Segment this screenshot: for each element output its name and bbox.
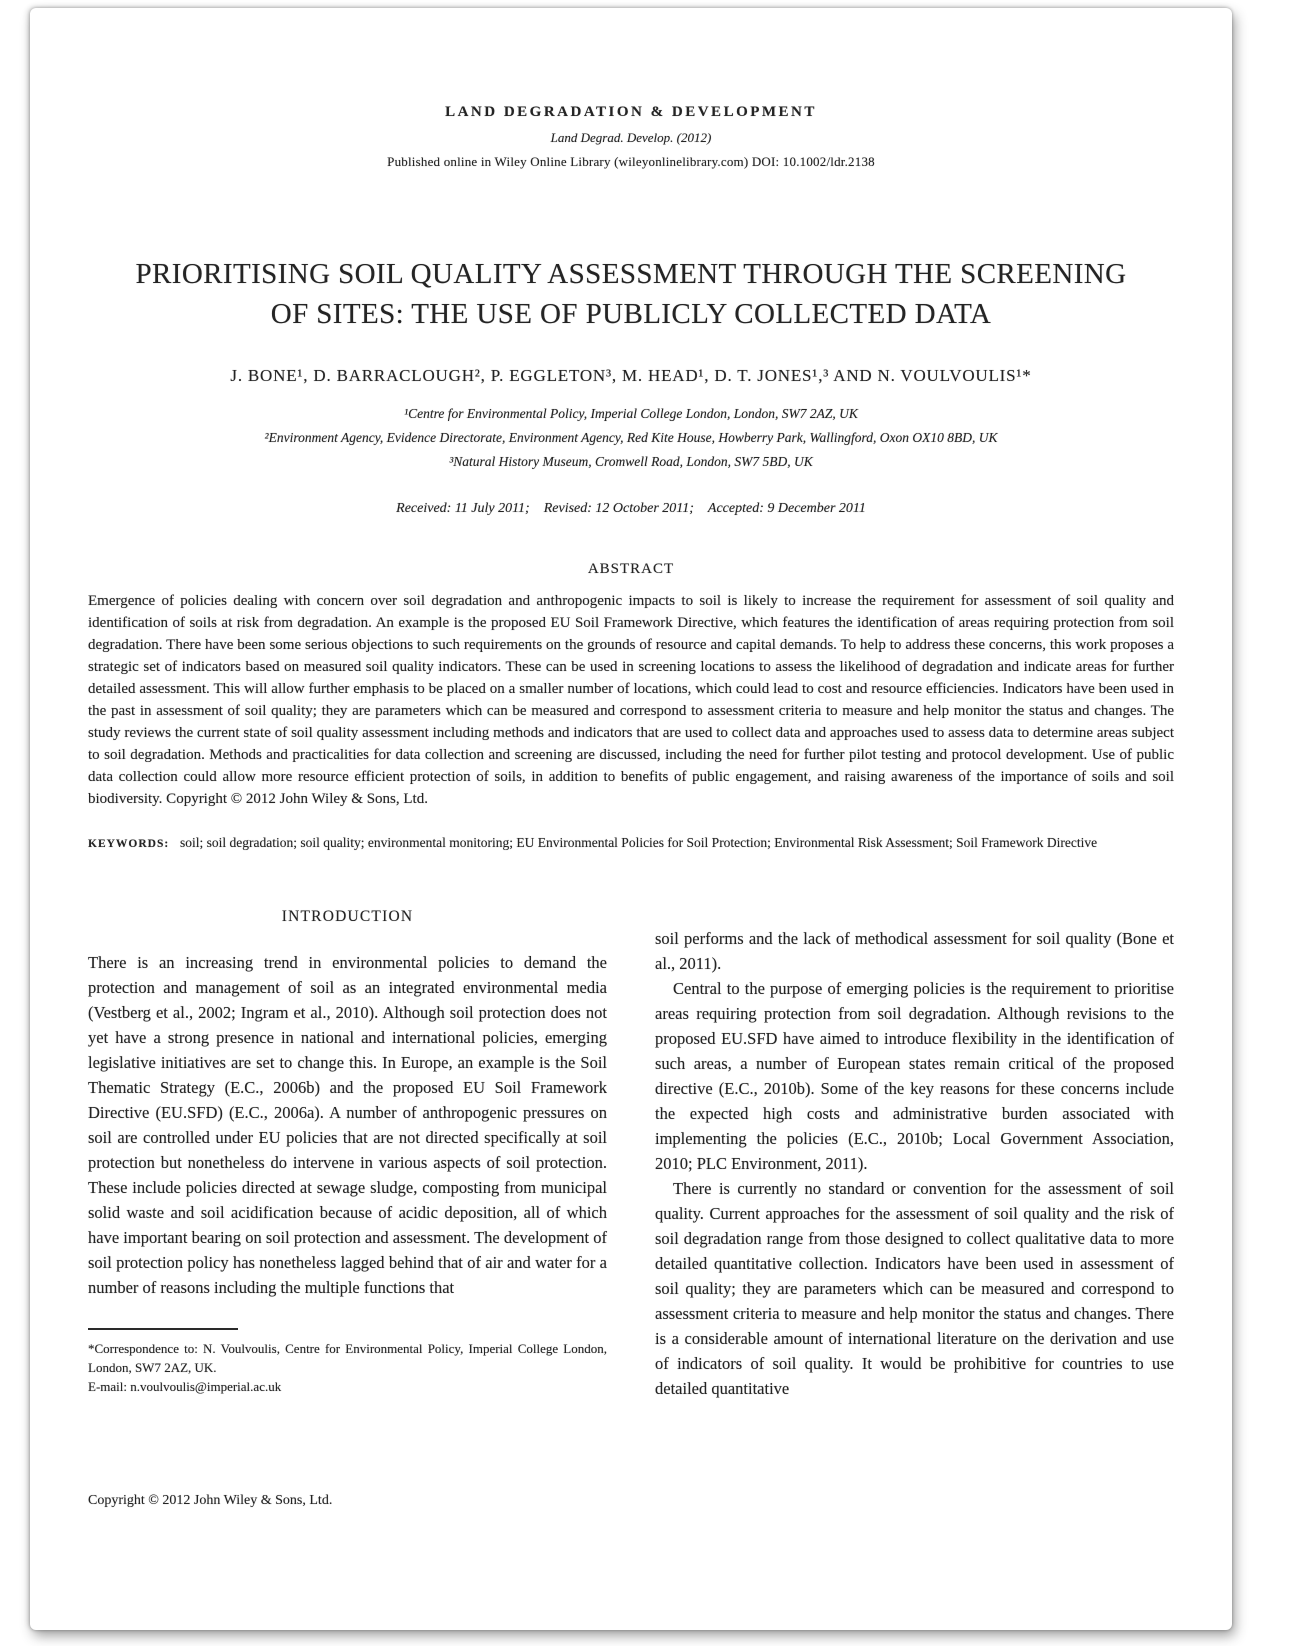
- intro-right-paragraph-3: There is currently no standard or convention for the assessment of soil quality. Current approaches for the assessment of soil quality and the risk of soil degradation range from those designed to collect qualitative data to more detailed quantitative collection. Indicators have been used in assessment of soil quality; they are parameters which can be measured and correspond to assessment criteria to measure and help monitor the status and changes. There is a considerable amount of international literature on the derivation and use of indicators of soil quality. It would be prohibitive for countries to use detailed quantitative: [655, 1179, 1174, 1399]
- intro-left-paragraph: There is an increasing trend in environmental policies to demand the protection and management of soil as an integrated environmental media (Vestberg et al., 2002; Ingram et al., 2010). Although soil protection does not yet have a strong presence in national and international policies, emerging legislative initiatives are set to change this. In Europe, an example is the Soil Thematic Strategy (E.C., 2006b) and the proposed EU Soil Framework Directive (EU.SFD) (E.C., 2006a). A number of anthropogenic pressures on soil are controlled under EU policies that are not directed specifically at soil protection but nonetheless do intervene in various aspects of soil protection. These include policies directed at sewage sludge, composting from municipal solid waste and soil acidification because of acidic deposition, all of which have important bearing on soil protection and assessment. The development of soil protection policy has nonetheless lagged behind that of air and water for a number of reasons including the multiple functions that: [88, 953, 607, 1298]
- introduction-heading: INTRODUCTION: [281, 908, 414, 926]
- correspondence-note: *Correspondence to: N. Voulvoulis, Centre for Environmental Policy, Imperial College London, London, SW7 2AZ, UK.: [88, 1341, 607, 1376]
- right-column: [655, 904, 1174, 1401]
- footnote-block: [88, 1328, 607, 1396]
- journal-name: LAND DEGRADATION & DEVELOPMENT: [445, 104, 817, 120]
- received-revised-accepted-line: Received: 11 July 2011; Revised: 12 October 2011; Accepted: 9 December 2011: [396, 501, 866, 516]
- two-column-body: [88, 904, 1174, 1401]
- authors-line: J. BONE¹, D. BARRACLOUGH², P. EGGLETON³, M. HEAD¹, D. T. JONES¹,³ AND N. VOULVOULIS¹*: [230, 366, 1032, 385]
- correspondence-email: E-mail: n.voulvoulis@imperial.ac.uk: [88, 1379, 282, 1395]
- journal-header: [88, 104, 1174, 170]
- left-column: [88, 904, 607, 1401]
- paper-page: [30, 8, 1232, 1630]
- copyright-footer: Copyright © 2012 John Wiley & Sons, Ltd.: [88, 1493, 333, 1509]
- journal-published-doi-line: Published online in Wiley Online Library (wileyonlinelibrary.com) DOI: 10.1002/ldr.2138: [387, 154, 875, 169]
- footnote-rule: [88, 1328, 238, 1330]
- intro-right-paragraph-2: Central to the purpose of emerging policies is the requirement to prioritise areas requiring protection from soil degradation. Although revisions to the proposed EU.SFD have aimed to introduce flexibility in the identification of such areas, a number of European states remain critical of the proposed directive (E.C., 2010b). Some of the key reasons for these concerns include the expected high costs and administrative burden associated with implementing the policies (E.C., 2010b; Local Government Association, 2010; PLC Environment, 2011).: [655, 979, 1174, 1174]
- affiliation-3: ³Natural History Museum, Cromwell Road, London, SW7 5BD, UK: [449, 454, 813, 469]
- abstract-heading: ABSTRACT: [587, 561, 675, 577]
- abstract-text: Emergence of policies dealing with concern over soil degradation and anthropogenic impacts to soil is likely to increase the requirement for assessment of soil quality and identification of soils at risk from degradation. An example is the proposed EU Soil Framework Directive, which features the identification of areas requiring protection from soil degradation. There have been some serious objections to such requirements on the grounds of resource and capital demands. To help to address these concerns, this work proposes a strategic set of indicators based on measured soil quality indicators. These can be used in screening locations to assess the likelihood of degradation and indicate areas for further detailed assessment. This will allow further emphasis to be placed on a smaller number of locations, which could lead to cost and resource efficiencies. Indicators have been used in the past in assessment of soil quality; they are parameters which can be measured and correspond to assessment criteria to measure and help monitor the status and changes. The study reviews the current state of soil quality assessment including methods and indicators that are used to collect data and approaches used to assess data to determine areas subject to soil degradation. Methods and practicalities for data collection and screening are discussed, including the need for further pilot testing and protocol development. Use of public data collection could allow more resource efficient protection of soils, in addition to benefits of public engagement, and raising awareness of the importance of soils and soil biodiversity. Copyright © 2012 John Wiley & Sons, Ltd.: [88, 593, 1174, 808]
- keywords-text: soil; soil degradation; soil quality; environmental monitoring; EU Environmental Policies for Soil Protection; Environmental Risk Assessment; Soil Framework Directive: [180, 835, 1098, 851]
- keywords-row: [88, 832, 1174, 854]
- paper-title: PRIORITISING SOIL QUALITY ASSESSMENT THROUGH THE SCREENING OF SITES: THE USE OF PUBLICLY COLLECTED DATA: [135, 258, 1127, 330]
- keywords-label: KEYWORDS:: [88, 838, 170, 851]
- intro-right-paragraph-1: soil performs and the lack of methodical assessment for soil quality (Bone et al., 2011).: [655, 929, 1174, 974]
- affiliation-2: ²Environment Agency, Evidence Directorate, Environment Agency, Red Kite House, Howberry Park, Wallingford, Oxon OX10 8BD, UK: [264, 430, 998, 445]
- affiliation-1: ¹Centre for Environmental Policy, Imperial College London, London, SW7 2AZ, UK: [404, 406, 858, 421]
- affiliations-block: [88, 402, 1174, 474]
- journal-citation: Land Degrad. Develop. (2012): [550, 130, 712, 145]
